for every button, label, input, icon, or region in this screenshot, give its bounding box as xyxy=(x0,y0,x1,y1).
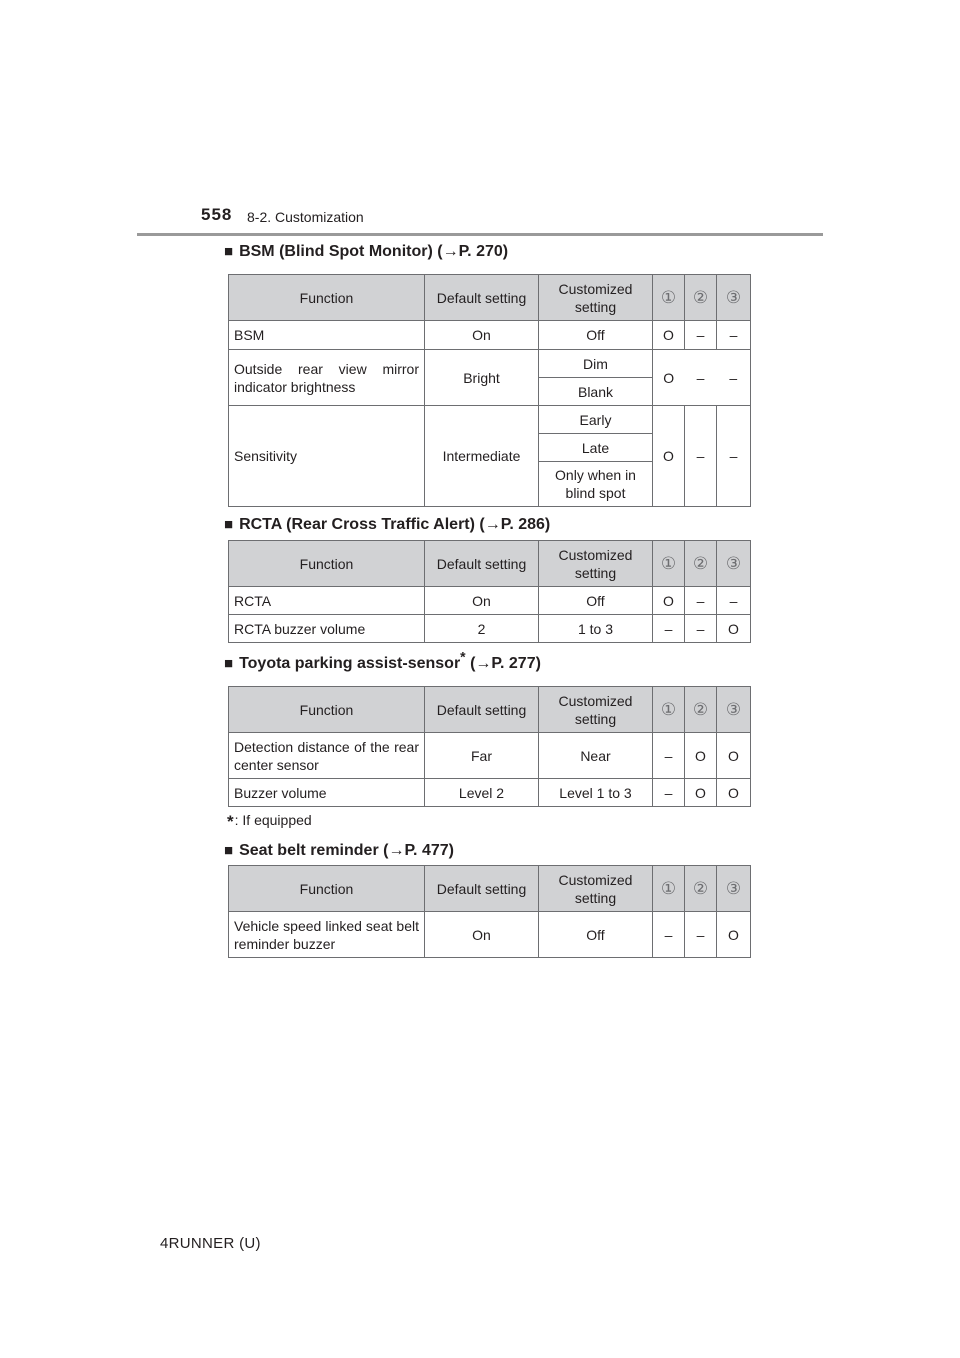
table-header-row xyxy=(229,275,751,321)
footnote-asterisk: * xyxy=(227,812,234,831)
square-bullet-icon: ■ xyxy=(224,516,234,533)
table-row: Outside rear view mirror indicator brightness Bright Dim O – – xyxy=(229,350,751,378)
rcta-table xyxy=(228,540,751,643)
square-bullet-icon: ■ xyxy=(224,243,234,260)
col-customized: Customized setting xyxy=(539,541,653,587)
col-customized: Customized setting xyxy=(539,866,653,912)
asterisk: * xyxy=(460,648,466,665)
footer-model: 4RUNNER (U) xyxy=(160,1235,261,1252)
seatbelt-heading-text: Seat belt reminder (→P. 477) xyxy=(239,842,454,859)
col-1-icon: ① xyxy=(653,687,685,733)
rcta-heading xyxy=(224,516,550,534)
table-subrow: Blank xyxy=(229,378,751,406)
col-customized: Customized setting xyxy=(539,275,653,321)
col-1-icon: ① xyxy=(653,541,685,587)
table-row: Vehicle speed linked seat belt reminder buzzer On Off – – O xyxy=(229,912,751,958)
col-2-icon: ② xyxy=(685,541,717,587)
col-function: Function xyxy=(229,275,425,321)
col-function: Function xyxy=(229,687,425,733)
square-bullet-icon: ■ xyxy=(224,842,234,859)
table-row: BSM On Off O – – xyxy=(229,321,751,350)
table-header-row xyxy=(229,866,751,912)
table-subrow: Only when in blind spot xyxy=(229,462,751,507)
page-number: 558 xyxy=(201,205,233,224)
col-function: Function xyxy=(229,541,425,587)
bsm-heading xyxy=(224,243,508,261)
col-customized: Customized setting xyxy=(539,687,653,733)
col-3-icon: ③ xyxy=(717,866,751,912)
parking-table xyxy=(228,686,751,807)
bsm-heading-text: BSM (Blind Spot Monitor) (→P. 270) xyxy=(239,243,509,260)
col-1-icon: ① xyxy=(653,866,685,912)
table-row: RCTA buzzer volume 2 1 to 3 – – O xyxy=(229,615,751,643)
page-header xyxy=(0,0,960,240)
section-title: 8-2. Customization xyxy=(247,209,364,225)
col-3-icon: ③ xyxy=(717,275,751,321)
col-2-icon: ② xyxy=(685,275,717,321)
table-row: RCTA On Off O – – xyxy=(229,587,751,615)
table-header-row xyxy=(229,541,751,587)
footnote: *: If equipped xyxy=(227,812,312,831)
col-3-icon: ③ xyxy=(717,541,751,587)
square-bullet-icon: ■ xyxy=(224,655,234,672)
parking-heading: ■ Toyota parking assist-sensor* (→P. 277) xyxy=(224,648,541,672)
col-default: Default setting xyxy=(425,687,539,733)
seatbelt-heading xyxy=(224,842,454,860)
col-default: Default setting xyxy=(425,541,539,587)
col-default: Default setting xyxy=(425,866,539,912)
table-row: Buzzer volume Level 2 Level 1 to 3 – O O xyxy=(229,779,751,807)
col-function: Function xyxy=(229,866,425,912)
table-subrow: Late xyxy=(229,434,751,462)
header-rule xyxy=(137,233,823,236)
bsm-table xyxy=(228,274,751,507)
table-header-row xyxy=(229,687,751,733)
col-3-icon: ③ xyxy=(717,687,751,733)
seatbelt-table xyxy=(228,865,751,958)
table-row: Detection distance of the rear center sensor Far Near – O O xyxy=(229,733,751,779)
table-row: Sensitivity Intermediate Early O – – xyxy=(229,406,751,434)
col-default: Default setting xyxy=(425,275,539,321)
rcta-heading-text: RCTA (Rear Cross Traffic Alert) (→P. 286) xyxy=(239,516,551,533)
col-2-icon: ② xyxy=(685,866,717,912)
col-2-icon: ② xyxy=(685,687,717,733)
col-1-icon: ① xyxy=(653,275,685,321)
